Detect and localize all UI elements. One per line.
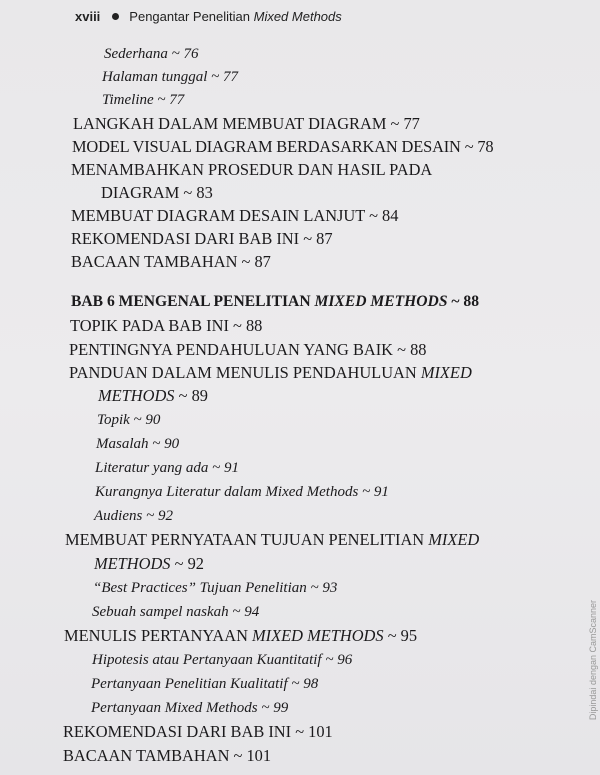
toc-entry-topik: Topik ~ 90 [97,412,161,428]
toc-entry-diagram-lanjut: MEMBUAT DIAGRAM DESAIN LANJUT ~ 84 [71,206,399,225]
toc-chapter-6: BAB 6 MENGENAL PENELITIAN MIXED METHODS ~ 88 [71,293,479,310]
toc-entry-masalah: Masalah ~ 90 [96,436,180,452]
toc-entry-membuat-pernyataan: MEMBUAT PERNYATAAN TUJUAN PENELITIAN MIXED [65,530,480,549]
toc-entry-menulis-pertanyaan: MENULIS PERTANYAAN MIXED METHODS ~ 95 [64,626,418,645]
toc-entry-menambahkan: MENAMBAHKAN PROSEDUR DAN HASIL PADA [71,160,433,179]
toc-entry-mixed-methods-q: Pertanyaan Mixed Methods ~ 99 [91,700,289,716]
toc-entry-topik-bab: TOPIK PADA BAB INI ~ 88 [70,316,263,335]
toc-entry-model-visual: MODEL VISUAL DIAGRAM BERDASARKAN DESAIN ~ 78 [72,137,494,156]
toc-entry-audiens: Audiens ~ 92 [94,508,173,524]
toc-entry-halaman-tunggal: Halaman tunggal ~ 77 [102,69,239,85]
running-header [75,9,342,24]
toc-entry-sampel-naskah: Sebuah sampel naskah ~ 94 [92,604,260,620]
toc-entry-timeline: Timeline ~ 77 [102,92,185,108]
toc-entry-bacaan-5: BACAAN TAMBAHAN ~ 87 [71,252,271,271]
toc-entry-panduan-cont: METHODS ~ 89 [98,386,208,405]
toc-entry-pentingnya: PENTINGNYA PENDAHULUAN YANG BAIK ~ 88 [69,340,427,359]
toc-entry-literatur: Literatur yang ada ~ 91 [95,460,239,476]
toc-entry-menambahkan-cont: DIAGRAM ~ 83 [101,183,213,202]
toc-entry-langkah: LANGKAH DALAM MEMBUAT DIAGRAM ~ 77 [73,114,420,133]
toc-entry-rekomendasi-6: REKOMENDASI DARI BAB INI ~ 101 [63,722,333,741]
toc-entry-bacaan-6: BACAAN TAMBAHAN ~ 101 [63,746,272,765]
toc-entry-best-practices: “Best Practices” Tujuan Penelitian ~ 93 [93,580,338,596]
toc-entry-rekomendasi-5: REKOMENDASI DARI BAB INI ~ 87 [71,229,333,248]
page-number: xviii [75,9,101,24]
bullet-dot-icon [112,13,119,20]
toc-entry-kualitatif: Pertanyaan Penelitian Kualitatif ~ 98 [91,676,319,692]
book-title: Pengantar Penelitian Mixed Methods [129,9,342,24]
toc-entry-panduan: PANDUAN DALAM MENULIS PENDAHULUAN MIXED [69,363,472,382]
toc-entry-hipotesis: Hipotesis atau Pertanyaan Kuantitatif ~ 96 [92,652,353,668]
toc-entry-membuat-pernyataan-cont: METHODS ~ 92 [94,554,204,573]
toc-entry-kurangnya: Kurangnya Literatur dalam Mixed Methods ~ 91 [95,484,389,500]
toc-entry-sederhana: Sederhana ~ 76 [104,46,199,62]
scanner-watermark: Dipindai dengan CamScanner [588,600,598,721]
